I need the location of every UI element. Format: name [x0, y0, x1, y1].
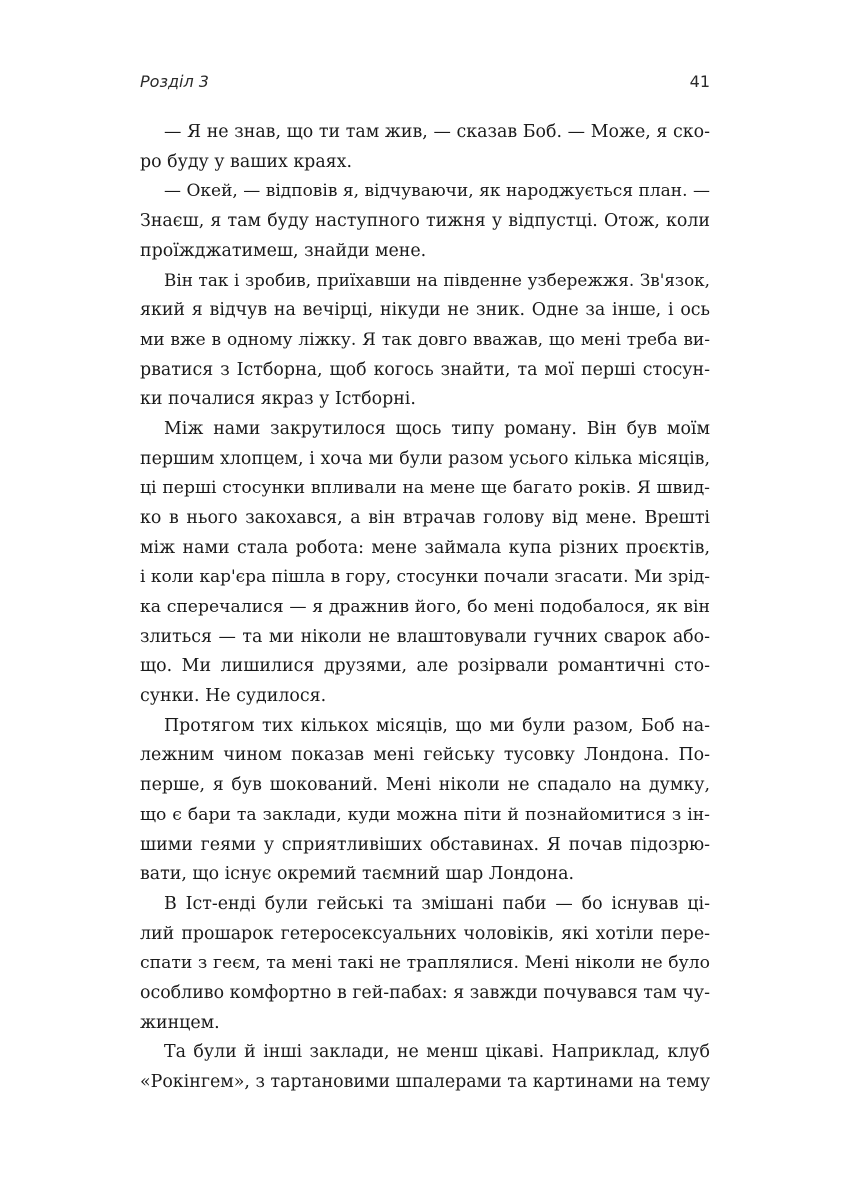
text-line: ка сперечалися — я дражнив його, бо мені подобалося, як він	[140, 597, 710, 617]
text-line: що. Ми лишилися друзями, але розірвали романтичні сто-	[140, 656, 710, 677]
text-line: спати з геєм, та мені такі не траплялися. Мені ніколи не було	[140, 953, 710, 974]
text-line: проїжджатимеш, знайди мене.	[140, 240, 427, 261]
text-line: Протягом тих кількох місяців, що ми були разом, Боб на-	[164, 715, 710, 736]
text-line: Знаєш, я там буду наступного тижня у відпустці. Отож, коли	[140, 211, 710, 232]
paragraph	[140, 890, 710, 1038]
text-line: перше, я був шокований. Мені ніколи не спадало на думку,	[140, 775, 710, 796]
text-line: першим хлопцем, і хоча ми були разом усього кілька місяців,	[140, 448, 710, 469]
text-line: В Іст-енді були гейські та змішані паби — бо існував ці-	[164, 893, 710, 914]
text-line: Він так і зробив, приїхавши на південне узбережжя. Зв'язок,	[164, 270, 710, 291]
paragraph	[140, 712, 710, 890]
paragraph	[140, 177, 710, 266]
paragraph	[140, 266, 710, 414]
text-line: — Окей, — відповів я, відчуваючи, як народжується план. —	[164, 181, 710, 202]
page-header	[140, 72, 710, 102]
text-line: Між нами закрутилося щось типу роману. Він був моїм	[164, 418, 710, 439]
text-line: шими геями у сприятливіших обставинах. Я почав підозрю-	[140, 834, 710, 855]
chapter-running-head: Розділ 3	[140, 72, 209, 91]
text-line: і коли кар'єра пішла в гору, стосунки почали згасати. Ми зрід-	[140, 567, 710, 588]
page-body	[140, 118, 710, 1098]
text-line: сунки. Не судилося.	[140, 686, 327, 707]
text-line: ми вже в одному ліжку. Я так довго вважав, що мені треба ви-	[140, 329, 710, 350]
text-line: лежним чином показав мені гейську тусовку Лондона. По-	[140, 745, 710, 766]
text-line: ко в нього закохався, а він втрачав голову від мене. Врешті	[140, 507, 710, 528]
text-line: ки почалися якраз у Істборні.	[140, 389, 416, 410]
text-line: Та були й інші заклади, не менш цікаві. Наприклад, клуб	[164, 1042, 710, 1063]
paragraph	[140, 415, 710, 712]
text-line: жинцем.	[140, 1012, 220, 1033]
text-line: «Рокінгем», з тартановими шпалерами та картинами на тему	[140, 1072, 711, 1092]
text-line: вати, що існує окремий таємний шар Лондона.	[140, 864, 574, 885]
paragraph	[140, 1038, 710, 1097]
paragraph	[140, 118, 710, 177]
text-line: ці перші стосунки впливали на мене ще багато років. Я швид-	[140, 478, 710, 499]
text-line: — Я не знав, що ти там жив, — сказав Боб. — Може, я ско-	[164, 122, 710, 142]
page-number: 41	[689, 72, 710, 91]
text-line: між нами стала робота: мене займала купа різних проєктів,	[140, 537, 710, 558]
text-line: особливо комфортно в гей-пабах: я завжди почувався там чу-	[140, 982, 710, 1003]
text-line: який я відчув на вечірці, нікуди не зник. Одне за інше, і ось	[140, 300, 710, 321]
text-line: злиться — та ми ніколи не влаштовували гучних сварок або-	[140, 626, 710, 647]
text-line: рватися з Істборна, щоб когось знайти, та мої перші стосун-	[140, 359, 710, 380]
text-line: що є бари та заклади, куди можна піти й познайомитися з ін-	[140, 804, 710, 825]
text-line: лий прошарок гетеросексуальних чоловіків, які хотіли пере-	[140, 923, 710, 944]
text-line: ро буду у ваших краях.	[140, 151, 352, 172]
